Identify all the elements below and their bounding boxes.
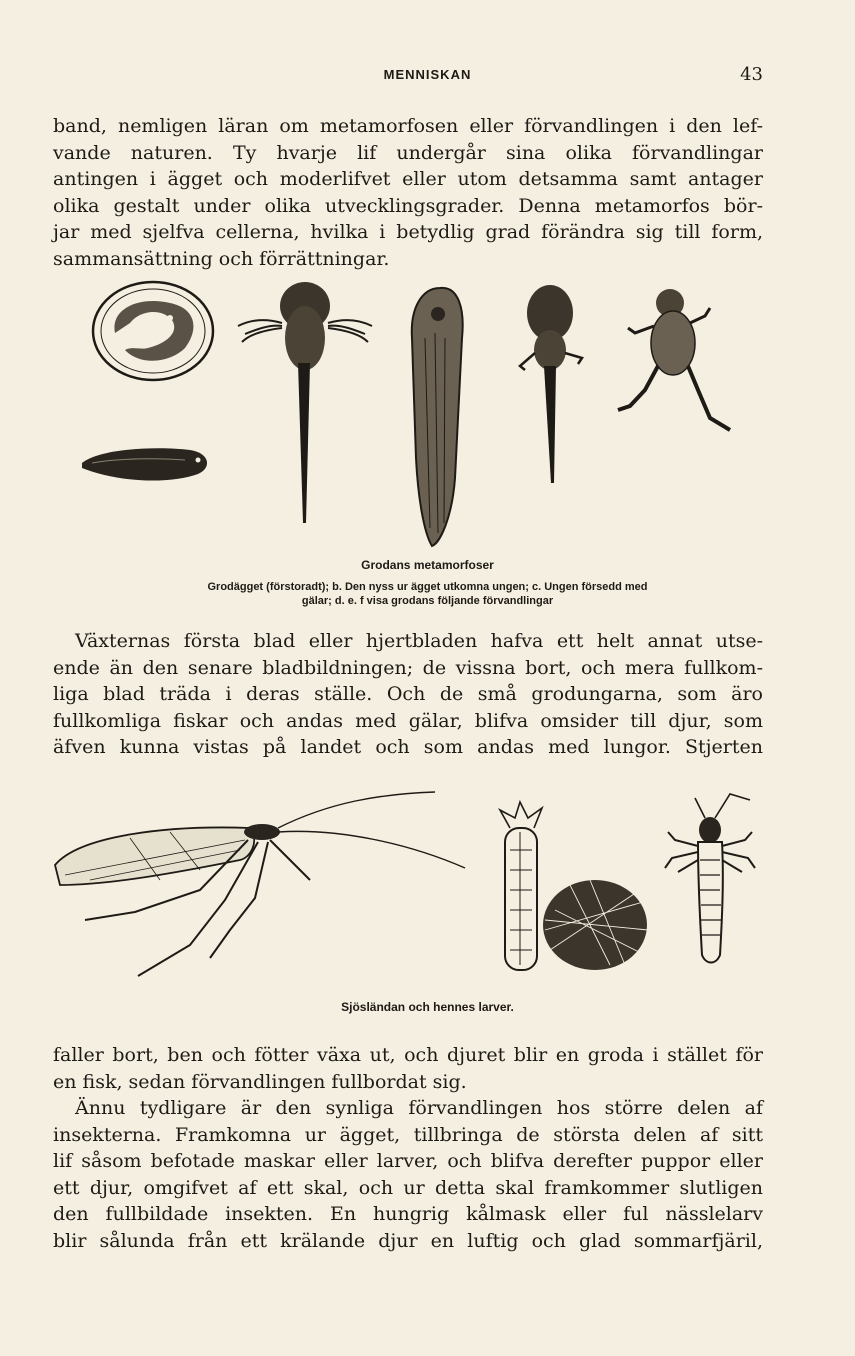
text-line: jar med sjelfva cellerna, hvilka i betydlig grad förändra sig till form,: [53, 221, 763, 244]
text-line: äfven kunna vistas på landet och som andas med lungor. Stjerten: [53, 736, 763, 759]
text-line: blir sålunda från ett krälande djur en luftig och glad sommarfjäril,: [53, 1229, 763, 1252]
text-line: en fisk, sedan förvandlingen fullbordat sig.: [53, 1070, 467, 1093]
figure-1-caption: [0, 558, 855, 608]
text-line: faller bort, ben och fötter växa ut, och djuret blir en groda i stället för: [53, 1044, 763, 1066]
text-line: fullkomliga fiskar och andas med gälar, blifva omsider till djur, som: [53, 709, 763, 732]
figure-1-title: Grodans metamorfoser: [361, 558, 494, 572]
paragraph-3: [53, 1042, 763, 1095]
text-line: band, nemligen läran om metamorfosen eller förvandlingen i den lef-: [53, 115, 763, 137]
larva-drawing: [665, 794, 755, 963]
figure-1-legend-line-1: Grodägget (förstoradt); b. Den nyss ur ägget utkomna ungen; c. Ungen försedd med: [207, 581, 648, 593]
embryo-drawing: [82, 448, 207, 480]
paragraph-1: [53, 113, 763, 273]
legged-tadpole-drawing: [520, 285, 582, 483]
lacewing-svg: [50, 780, 770, 990]
adult-lacewing-drawing: [55, 792, 465, 976]
young-frog-drawing: [618, 289, 730, 430]
elongated-tadpole-drawing: [412, 288, 463, 546]
frog-egg-drawing: [93, 282, 213, 380]
page-number: 43: [740, 64, 763, 85]
text-line: insekterna. Framkomna ur ägget, tillbringa de största delen af sitt: [53, 1123, 763, 1146]
running-title: MENNISKAN: [383, 67, 472, 82]
text-line: olika gestalt under olika utvecklingsgrader. Denna metamorfos bör-: [53, 194, 763, 217]
paragraph-2: [53, 628, 763, 761]
text-line: ende än den senare bladbildningen; de vissna bort, och mera fullkom-: [53, 656, 763, 679]
text-line: sammansättning och förrättningar.: [53, 247, 390, 270]
text-line: ett djur, omgifvet af ett skal, och ur detta skal framkommer slutligen: [53, 1176, 763, 1199]
frog-metamorphosis-svg: [70, 278, 790, 553]
text-line: vande naturen. Ty hvarje lif undergår sina olika förvandlingar: [53, 141, 763, 164]
text-line: Växternas första blad eller hjertbladen hafva ett helt annat utse-: [75, 630, 763, 652]
frog-metamorphosis-illustration: [70, 278, 790, 553]
lacewing-illustration: [50, 780, 770, 990]
gilled-tadpole-drawing: [238, 282, 372, 523]
figure-2-title: Sjösländan och hennes larver.: [341, 1000, 514, 1014]
figure-1-legend-line-2: gälar; d. e. f visa grodans följande förvandlingar: [301, 595, 554, 607]
text-line: liga blad träda i deras ställe. Och de små grodungarna, som äro: [53, 683, 763, 706]
figure-2-caption: [0, 1000, 855, 1014]
text-line: Ännu tydligare är den synliga förvandlingen hos större delen af: [75, 1097, 763, 1119]
running-head: [0, 64, 855, 86]
paragraph-4: [53, 1095, 763, 1255]
twig-case-drawing: [543, 880, 650, 970]
larva-case-drawing: [500, 802, 542, 970]
text-line: antingen i ägget och moderlifvet eller utom detsamma samt antager: [53, 168, 763, 191]
text-line: lif såsom befotade maskar eller larver, och blifva derefter puppor eller: [53, 1150, 763, 1173]
text-line: den fullbildade insekten. En hungrig kålmask eller ful nässlelarv: [53, 1203, 763, 1226]
